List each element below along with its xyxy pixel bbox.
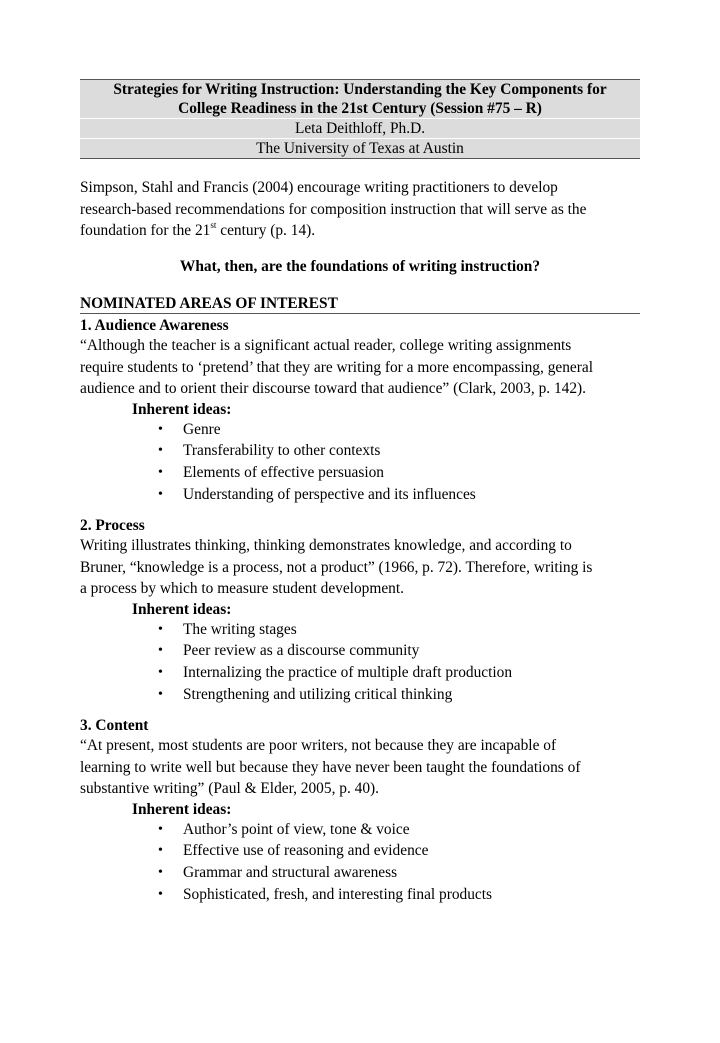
bullet-icon: • (158, 421, 163, 437)
list-item (80, 640, 650, 662)
section-body (80, 735, 650, 800)
idea-text: Sophisticated, fresh, and interesting final products (183, 885, 493, 903)
section-audience-awareness (80, 316, 650, 506)
intro-line-1: Simpson, Stahl and Francis (2004) encourage writing practitioners to develop (80, 179, 558, 196)
section-title: 3. Content (80, 717, 149, 734)
idea-text: Transferability to other contexts (183, 442, 381, 460)
guiding-question: What, then, are the foundations of writing instruction? (179, 258, 541, 275)
section-body (80, 335, 650, 400)
bullet-icon: • (158, 843, 163, 859)
inherent-ideas-label: Inherent ideas: (132, 600, 232, 618)
title-line-2: College Readiness in the 21st Century (Session #75 – R) (80, 99, 640, 119)
author-name: Leta Deithloff, Ph.D. (80, 119, 640, 139)
ideas-list (80, 419, 650, 506)
idea-text: Internalizing the practice of multiple draft production (183, 664, 513, 682)
list-item (80, 862, 650, 884)
list-item (80, 484, 650, 506)
section-content (80, 716, 650, 906)
idea-text: The writing stages (183, 620, 297, 638)
ordinal-suffix: st (210, 219, 217, 230)
inherent-ideas-label: Inherent ideas: (132, 800, 232, 818)
body-line: a process by which to measure student development. (80, 580, 404, 597)
bullet-icon: • (158, 643, 163, 659)
ideas-list (80, 619, 650, 706)
list-item (80, 419, 650, 441)
idea-text: Elements of effective persuasion (183, 464, 385, 482)
intro-line-2: research-based recommendations for composition instruction that will serve as the (80, 200, 587, 218)
bullet-icon: • (158, 886, 163, 902)
body-line: learning to write well but because they have never been taught the foundations of (80, 758, 581, 776)
bullet-icon: • (158, 621, 163, 637)
list-item (80, 462, 650, 484)
idea-text: Grammar and structural awareness (183, 864, 398, 882)
body-line: Writing illustrates thinking, thinking demonstrates knowledge, and according to (80, 537, 572, 554)
body-line: audience and to orient their discourse toward that audience” (Clark, 2003, p. 142). (80, 380, 587, 397)
section-title: 1. Audience Awareness (80, 317, 229, 334)
intro-line-3-pre: foundation for the 21 (80, 222, 211, 239)
idea-text: Effective use of reasoning and evidence (183, 842, 429, 860)
bullet-icon: • (158, 486, 163, 502)
idea-text: Author’s point of view, tone & voice (183, 820, 410, 838)
intro-paragraph (80, 177, 650, 242)
idea-text: Strengthening and utilizing critical thinking (183, 685, 453, 703)
body-line: require students to ‘pretend’ that they are writing for a more encompassing, general (80, 358, 593, 376)
intro-line-3 (80, 220, 650, 242)
list-item (80, 840, 650, 862)
inherent-ideas-label: Inherent ideas: (132, 400, 232, 418)
idea-text: Peer review as a discourse community (183, 642, 420, 660)
body-line: substantive writing” (Paul & Elder, 2005, p. 40). (80, 780, 380, 797)
bullet-icon: • (158, 865, 163, 881)
title-line-1: Strategies for Writing Instruction: Understanding the Key Components for (113, 81, 607, 98)
body-line: “At present, most students are poor writers, not because they are incapable of (80, 737, 557, 754)
section-body (80, 535, 650, 600)
list-item (80, 884, 650, 906)
institution-name: The University of Texas at Austin (256, 140, 464, 157)
body-line: Bruner, “knowledge is a process, not a product” (1966, p. 72). Therefore, writing is (80, 558, 593, 576)
section-title: 2. Process (80, 517, 145, 534)
ideas-list (80, 819, 650, 906)
intro-line-3-post: century (p. 14). (216, 222, 316, 239)
idea-text: Genre (183, 420, 221, 438)
list-item (80, 619, 650, 641)
list-item (80, 440, 650, 462)
bullet-icon: • (158, 665, 163, 681)
list-item (80, 662, 650, 684)
list-item (80, 684, 650, 706)
bullet-icon: • (158, 686, 163, 702)
title-block (80, 79, 640, 159)
section-heading: NOMINATED AREAS OF INTEREST (80, 294, 640, 314)
bullet-icon: • (158, 821, 163, 837)
bullet-icon: • (158, 443, 163, 459)
body-line: “Although the teacher is a significant actual reader, college writing assignments (80, 337, 572, 354)
section-process (80, 516, 650, 706)
list-item (80, 819, 650, 841)
bullet-icon: • (158, 465, 163, 481)
idea-text: Understanding of perspective and its influences (183, 485, 476, 503)
